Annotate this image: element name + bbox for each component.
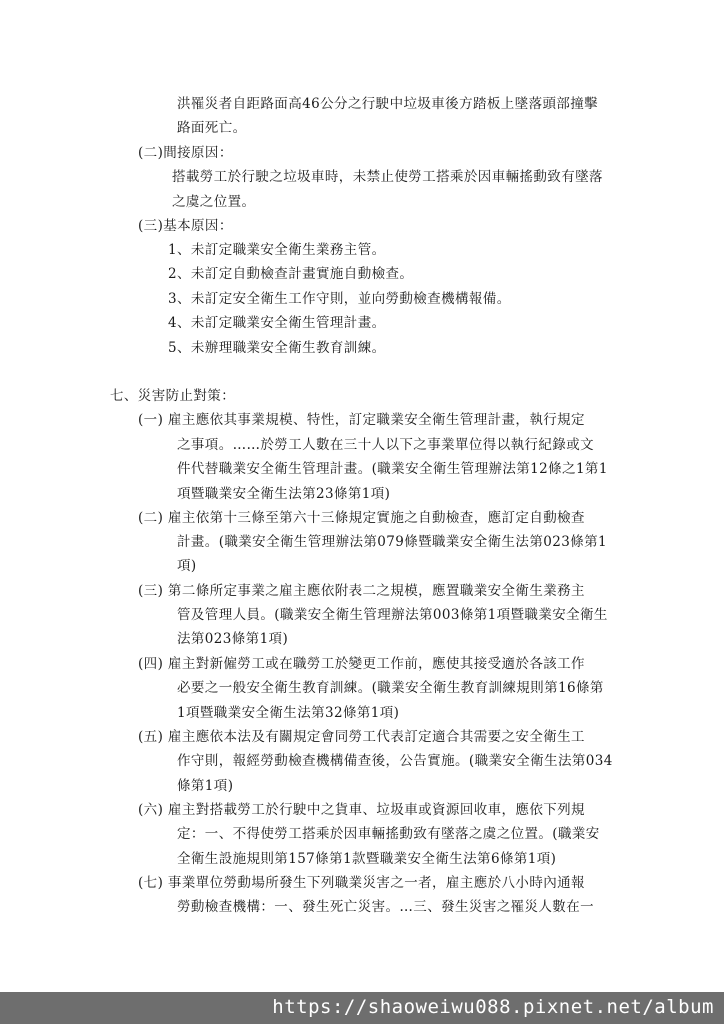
text-line: 項)	[177, 558, 197, 574]
watermark-url: https://shaoweiwu088.pixnet.net/album	[272, 996, 714, 1018]
text-line: 項暨職業安全衛生法第23條第1項)	[177, 486, 391, 502]
text-line: 全衛生設施規則第157條第1款暨職業安全衛生法第6條第1項)	[177, 851, 557, 867]
text-line: (四) 雇主對新僱勞工或在職勞工於變更工作前，應使其接受適於各該工作	[138, 656, 585, 672]
text-line: 定：一、不得使勞工搭乘於因車輛搖動致有墜落之虞之位置。(職業安	[177, 826, 600, 842]
text-line: 1項暨職業安全衛生法第32條第1項)	[177, 705, 400, 721]
watermark-bar	[0, 992, 724, 1024]
text-line: (七) 事業單位勞動場所發生下列職業災害之一者，雇主應於八小時內通報	[138, 875, 585, 891]
text-line: 之虞之位置。	[172, 194, 256, 210]
text-line: (五) 雇主應依本法及有關規定會同勞工代表訂定適合其需要之安全衛生工	[138, 729, 585, 745]
text-line: (三) 第二條所定事業之雇主應依附表二之規模，應置職業安全衛生業務主	[138, 583, 585, 599]
text-line: 路面死亡。	[177, 120, 247, 136]
text-line: (二) 雇主依第十三條至第六十三條規定實施之自動檢查，應訂定自動檢查	[138, 510, 585, 526]
list-item: 5、未辦理職業安全衛生教育訓練。	[168, 340, 386, 356]
text-line: 搭載勞工於行駛之垃圾車時，未禁止使勞工搭乘於因車輛搖動致有墜落	[172, 169, 603, 185]
section-heading: (三)基本原因：	[138, 218, 233, 234]
text-line: (六) 雇主對搭載勞工於行駛中之貨車、垃圾車或資源回收車，應依下列規	[138, 802, 585, 818]
text-line: 必要之一般安全衛生教育訓練。(職業安全衛生教育訓練規則第16條第	[177, 680, 604, 696]
text-line: 條第1項)	[177, 778, 234, 794]
chapter-heading: 七、災害防止對策：	[110, 388, 236, 404]
list-item: 2、未訂定自動檢查計畫實施自動檢查。	[168, 266, 414, 282]
text-line: (一) 雇主應依其事業規模、特性，訂定職業安全衛生管理計畫，執行規定	[138, 412, 585, 428]
list-item: 3、未訂定安全衛生工作守則，並向勞動檢查機構報備。	[168, 291, 511, 307]
text-line: 洪罹災者自距路面高46公分之行駛中垃圾車後方踏板上墜落頭部撞擊	[177, 96, 599, 112]
text-line: 件代替職業安全衛生管理計畫。(職業安全衛生管理辦法第12條之1第1	[177, 461, 608, 477]
section-heading: (二)間接原因：	[138, 145, 233, 161]
text-line: 管及管理人員。(職業安全衛生管理辦法第003條第1項暨職業安全衛生	[177, 607, 608, 623]
text-line: 作守則，報經勞動檢查機構備查後，公告實施。(職業安全衛生法第034	[177, 753, 613, 769]
text-line: 勞動檢查機構：一、發生死亡災害。…三、發生災害之罹災人數在一	[177, 899, 594, 915]
list-item: 4、未訂定職業安全衛生管理計畫。	[168, 315, 386, 331]
text-line: 之事項。……於勞工人數在三十人以下之事業單位得以執行紀錄或文	[177, 437, 594, 453]
list-item: 1、未訂定職業安全衛生業務主管。	[168, 242, 386, 258]
text-line: 法第023條第1項)	[177, 631, 289, 647]
text-line: 計畫。(職業安全衛生管理辦法第079條暨職業安全衛生法第023條第1	[177, 534, 607, 550]
